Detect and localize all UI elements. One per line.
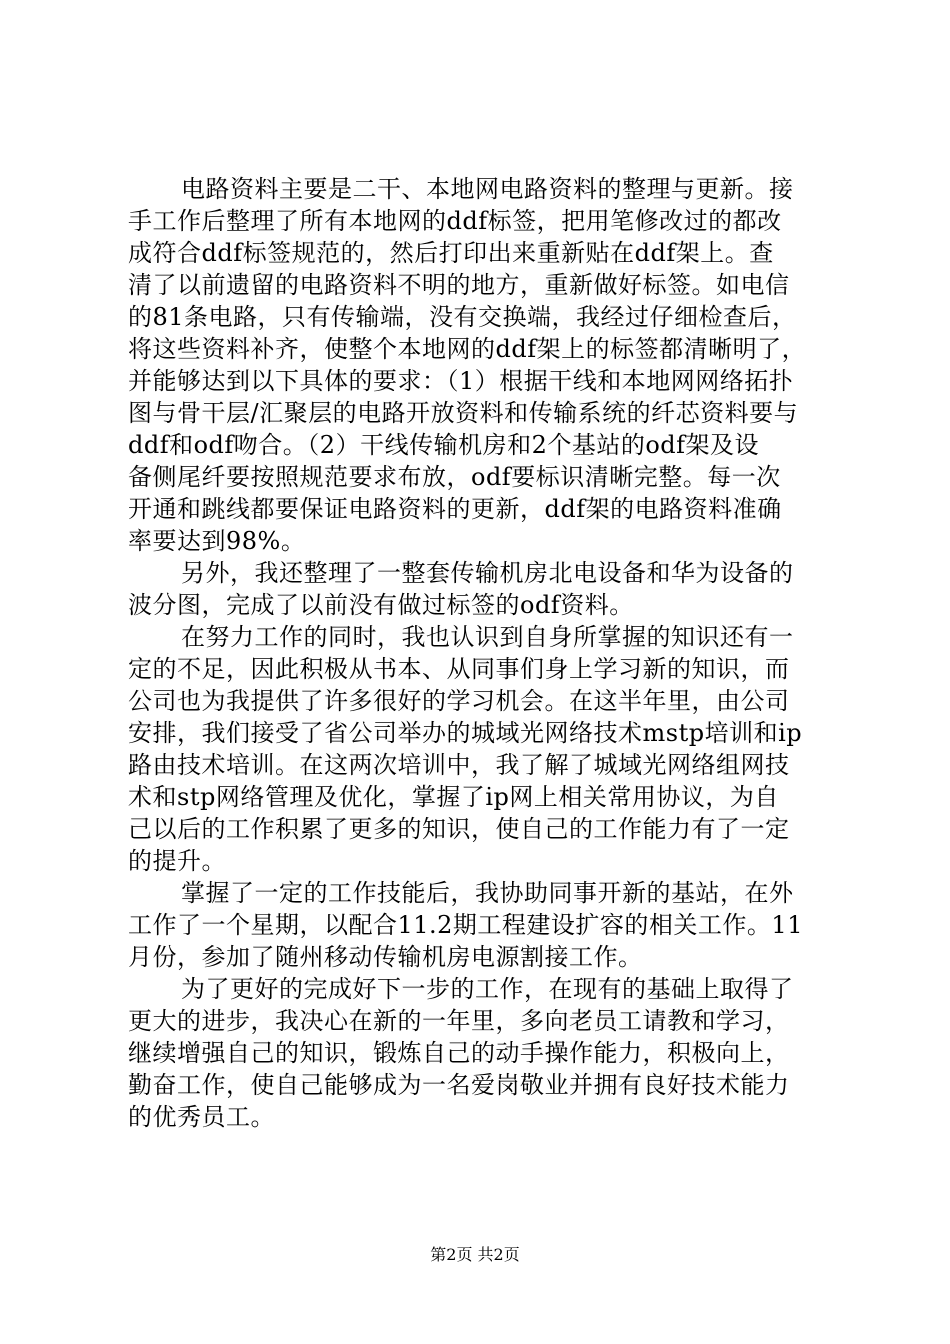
text-line: 术和stp网络管理及优化，掌握了ip网上相关常用协议，为自 xyxy=(128,783,779,811)
paragraph xyxy=(128,557,844,621)
text-line: 在努力工作的同时，我也认识到自身所掌握的知识还有一 xyxy=(181,623,794,651)
page-footer xyxy=(0,1244,950,1266)
text-line: 手工作后整理了所有本地网的ddf标签，把用笔修改过的都改 xyxy=(128,207,782,235)
text-line: 路由技术培训。在这两次培训中，我了解了城域光网络组网技 xyxy=(128,751,790,779)
text-line: 月份，参加了随州移动传输机房电源割接工作。 xyxy=(128,943,643,971)
text-line: 为了更好的完成好下一步的工作，在现有的基础上取得了 xyxy=(181,975,794,1003)
text-line: ddf和odf吻合。（2）干线传输机房和2个基站的odf架及设 xyxy=(128,431,760,459)
paragraph xyxy=(128,621,844,877)
text-line: 掌握了一定的工作技能后，我协助同事开新的基站，在外 xyxy=(181,879,794,907)
text-line: 定的不足，因此积极从书本、从同事们身上学习新的知识，而 xyxy=(128,655,790,683)
text-line: 备侧尾纤要按照规范要求布放，odf要标识清晰完整。每一次 xyxy=(128,463,781,491)
text-line: 的提升。 xyxy=(128,847,226,875)
text-line: 波分图，完成了以前没有做过标签的odf资料。 xyxy=(128,591,634,619)
paragraph xyxy=(128,877,844,973)
text-line: 继续增强自己的知识，锻炼自己的动手操作能力，积极向上， xyxy=(128,1039,790,1067)
text-line: 开通和跳线都要保证电路资料的更新，ddf架的电路资料准确 xyxy=(128,495,782,523)
text-line: 电路资料主要是二干、本地网电路资料的整理与更新。接 xyxy=(181,175,794,203)
text-line: 的优秀员工。 xyxy=(128,1103,275,1131)
text-line: 图与骨干层/汇聚层的电路开放资料和传输系统的纤芯资料要与 xyxy=(128,399,799,427)
page-number-label: 第2页 共2页 xyxy=(430,1245,520,1264)
text-line: 公司也为我提供了许多很好的学习机会。在这半年里，由公司 xyxy=(128,687,790,715)
text-line: 并能够达到以下具体的要求：（1）根据干线和本地网网络拓扑 xyxy=(128,367,794,395)
text-line: 勤奋工作，使自己能够成为一名爱岗敬业并拥有良好技术能力 xyxy=(128,1071,790,1099)
paragraph xyxy=(128,173,844,557)
text-line: 将这些资料补齐，使整个本地网的ddf架上的标签都清晰明了， xyxy=(128,335,807,363)
text-line: 更大的进步，我决心在新的一年里，多向老员工请教和学习， xyxy=(128,1007,790,1035)
paragraph xyxy=(128,973,844,1133)
text-line: 的81条电路，只有传输端，没有交换端，我经过仔细检查后， xyxy=(128,303,797,331)
text-line: 率要达到98%。 xyxy=(128,527,306,555)
text-line: 己以后的工作积累了更多的知识，使自己的工作能力有了一定 xyxy=(128,815,790,843)
text-line: 安排，我们接受了省公司举办的城域光网络技术mstp培训和ip xyxy=(128,719,803,747)
text-line: 成符合ddf标签规范的，然后打印出来重新贴在ddf架上。查 xyxy=(128,239,774,267)
text-line: 工作了一个星期，以配合11.2期工程建设扩容的相关工作。11 xyxy=(128,911,803,939)
document-body xyxy=(128,173,844,1133)
text-line: 清了以前遗留的电路资料不明的地方，重新做好标签。如电信 xyxy=(128,271,790,299)
text-line: 另外，我还整理了一整套传输机房北电设备和华为设备的 xyxy=(181,559,794,587)
